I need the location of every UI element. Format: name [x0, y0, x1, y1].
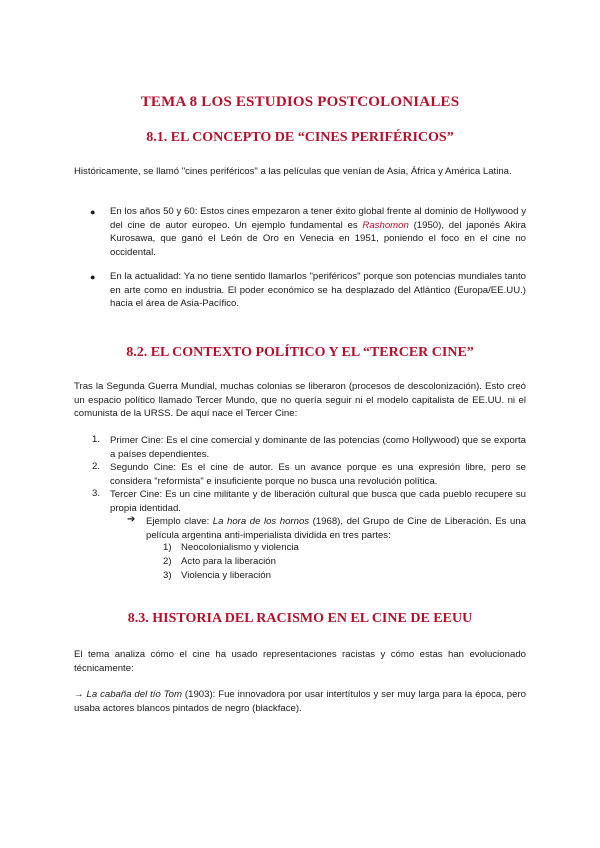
example-text-b: (1968), del Grupo de Cine de Liberación. Es una película argentina anti-imperialista dividida en tres partes:	[146, 516, 526, 541]
section-heading-8-1: 8.1. EL CONCEPTO DE “CINES PERIFÉRICOS”	[146, 130, 454, 145]
film-title-rashomon: Rashomon	[362, 219, 409, 231]
list-item-segundo-cine: Segundo Cine: Es el cine de autor. Es un avance porque es una expresión libre, pero se considera "reformista" e insuficiente porque no busca una revolución política.	[110, 462, 526, 487]
document-title: TEMA 8 LOS ESTUDIOS POSTCOLONIALES	[140, 94, 460, 110]
list-item-tercer-cine: Tercer Cine: Es un cine militante y de liberación cultural que busca que cada pueblo recupere su propia identidad.	[110, 489, 526, 514]
example-clave	[146, 515, 526, 542]
arrow-right-icon: ➔	[127, 514, 136, 525]
list-number: 3.	[92, 488, 101, 499]
part-item: Neocolonialismo y violencia	[181, 542, 299, 553]
section-8-1-intro: Históricamente, se llamó "cines periféricos" a las películas que venían de Asia, África y América Latina.	[74, 166, 512, 177]
film-title-la-cabana-del-tio-tom: La cabaña del tío Tom	[86, 689, 183, 700]
part-number: 1)	[163, 542, 172, 553]
part-number: 2)	[163, 556, 172, 567]
section-heading-8-3: 8.3. HISTORIA DEL RACISMO EN EL CINE DE EEUU	[127, 611, 473, 626]
bullet-icon: ●	[90, 207, 96, 217]
example-text-a: Ejemplo clave:	[146, 516, 213, 527]
bullet-item-1-text-a: En los años 50 y 60: Estos cines empezaron a tener éxito global frente al dominio de Hollywood y del cine de autor europeo. Un ejemplo fundamental es	[110, 206, 526, 231]
list-item-primer-cine: Primer Cine: Es el cine comercial y dominante de las potencias (como Hollywood) que se exporta a países dependientes.	[110, 435, 526, 460]
film-title-la-hora-de-los-hornos: La hora de los hornos	[212, 516, 310, 527]
list-number: 2.	[92, 461, 101, 472]
entry-la-cabana-del-tio-tom	[74, 688, 526, 715]
section-8-3-intro: El tema analiza cómo el cine ha usado representaciones racistas y cómo estas han evolucionado técnicamente:	[74, 649, 526, 674]
part-item: Acto para la liberación	[181, 556, 276, 567]
section-8-2-intro: Tras la Segunda Guerra Mundial, muchas colonias se liberaron (procesos de descolonización). Esto creó un espacio político llamado Tercer Mundo, que no quería seguir ni el modelo capitalista de EE.UU. ni el comunista de la URSS. De aquí nace el Tercer Cine:	[74, 381, 526, 419]
part-item: Violencia y liberación	[181, 570, 271, 581]
bullet-icon: ●	[90, 272, 96, 282]
bullet-item-1-text-b: (1950), del japonés Akira Kurosawa, que ganó el León de Oro en Venecia en 1951, poniendo el foco en el cine no occidental.	[110, 219, 526, 258]
part-number: 3)	[163, 570, 172, 581]
list-number: 1.	[92, 434, 101, 445]
arrow-right-icon: →	[74, 689, 84, 700]
bullet-item-2: En la actualidad: Ya no tiene sentido llamarlos "periféricos" porque son potencias mundiales tanto en arte como en industria. El poder económico se ha desplazado del Atlántico (Europa/EE.UU.) hacia el área de Asia-Pacífico.	[110, 271, 526, 309]
entry-text: (1903): Fue innovadora por usar intertítulos y ser muy larga para la época, pero usaba actores blancos pintados de negro (blackface).	[74, 689, 527, 714]
section-heading-8-2: 8.2. EL CONTEXTO POLÍTICO Y EL “TERCER CINE”	[126, 345, 474, 360]
bullet-item-1	[110, 205, 526, 259]
